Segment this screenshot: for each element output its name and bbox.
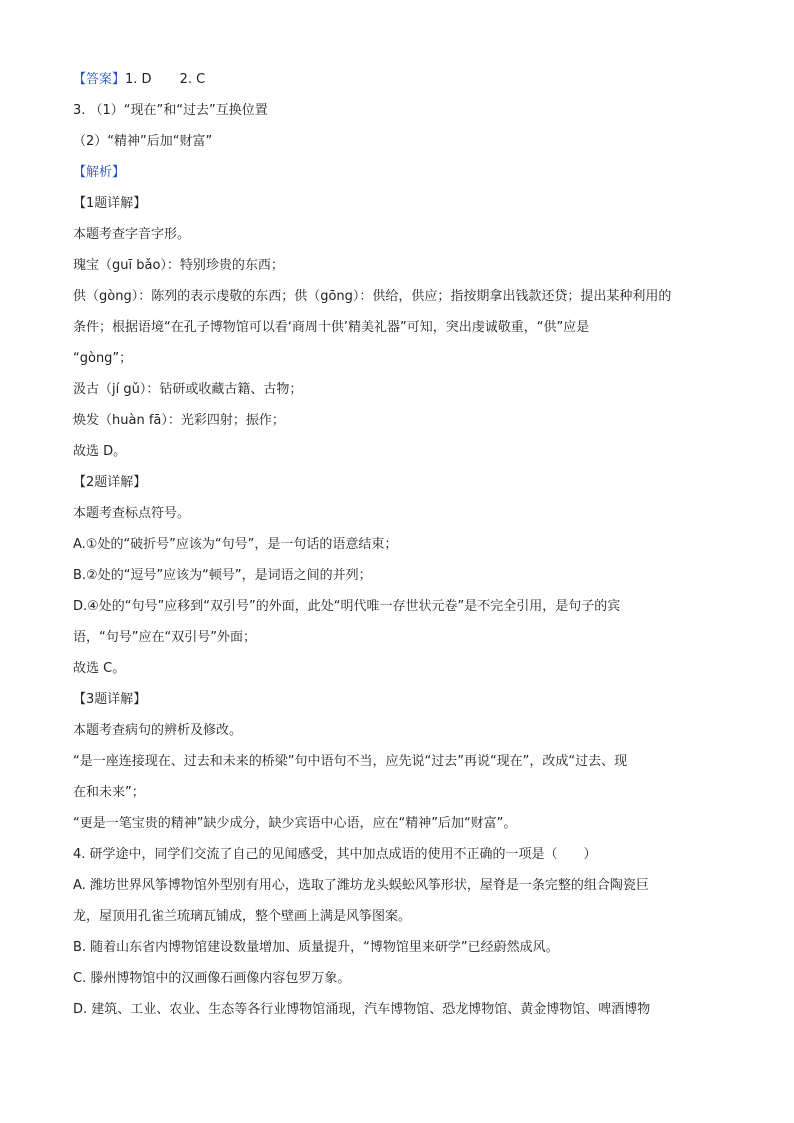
question4-option: 龙，屋顶用孔雀兰琉璃瓦铺成，整个壁画上满是风筝图案。 xyxy=(73,909,412,924)
detail1-line: 本题考查字音字形。 xyxy=(73,227,191,242)
detail1-line: 供（gòng）：陈列的表示虔敬的东西；供（gōng）：供给，供应；指按期拿出钱款还贷；提出某种利用的 xyxy=(73,289,672,304)
detail2-line: 故选 C。 xyxy=(73,661,126,676)
q3-answer-line-1: 3. （1）“现在”和“过去”互换位置 xyxy=(73,103,268,118)
detail3-line: 在和未来”； xyxy=(73,785,145,800)
detail2-title: 【2题详解】 xyxy=(73,475,147,490)
q3-answer-line-2: （2）“精神”后加“财富” xyxy=(73,134,213,149)
question4-option: A. 潍坊世界风筝博物馆外型别有用心，选取了潍坊龙头蜈蚣风筝形状，屋脊是一条完整的组合陶瓷巨 xyxy=(73,878,649,893)
question4-stem: 4. 研学途中，同学们交流了自己的见闻感受，其中加点成语的使用不正确的一项是（ ） xyxy=(73,847,597,862)
detail3-line: “更是一笔宝贵的精神”缺少成分，缺少宾语中心语，应在“精神”后加“财富”。 xyxy=(73,816,517,831)
detail1-line: 故选 D。 xyxy=(73,444,127,459)
detail1-line: 条件；根据语境“在孔子博物馆可以看‘商周十供’精美礼器”可知，突出虔诚敬重，“供”应是 xyxy=(73,320,590,335)
detail2-line: 本题考查标点符号。 xyxy=(73,506,191,521)
answer-2: 2. C xyxy=(179,72,206,87)
question4-option: D. 建筑、工业、农业、生态等各行业博物馆涌现，汽车博物馆、恐龙博物馆、黄金博物馆、啤酒博物 xyxy=(73,1002,651,1017)
detail1-line: “gòng”； xyxy=(73,351,133,366)
detail2-line: B.②处的“逗号”应该为“顿号”，是词语之间的并列； xyxy=(73,568,372,583)
detail3-line: 本题考查病句的辨析及修改。 xyxy=(73,723,243,738)
detail2-line: D.④处的“句号”应移到“双引号”的外面，此处“明代唯一存世状元卷”是不完全引用，是句子的宾 xyxy=(73,599,621,614)
detail1-title: 【1题详解】 xyxy=(73,196,147,211)
detail1-line: 焕发（huàn fā）：光彩四射；振作； xyxy=(73,413,285,428)
answer-label: 【答案】 xyxy=(73,72,126,87)
detail2-line: A.①处的“破折号”应该为“句号”，是一句话的语意结束； xyxy=(73,537,398,552)
detail3-line: “是一座连接现在、过去和未来的桥梁”句中语句不当，应先说“过去”再说“现在”，改成“过去、现 xyxy=(73,754,628,769)
detail1-line: 汲古（jí gǔ）：钻研或收藏古籍、古物； xyxy=(73,382,303,397)
question4-option: C. 滕州博物馆中的汉画像石画像内容包罗万象。 xyxy=(73,971,351,986)
detail3-title: 【3题详解】 xyxy=(73,692,147,707)
answer-1: 1. D xyxy=(125,72,152,87)
answer-line xyxy=(73,64,723,95)
detail1-line: 瑰宝（guī bǎo）：特别珍贵的东西； xyxy=(73,258,284,273)
question4-option: B. 随着山东省内博物馆建设数量增加、质量提升，“博物馆里来研学”已经蔚然成风。 xyxy=(73,940,559,955)
detail2-line: 语，“句号”应在“双引号”外面； xyxy=(73,630,256,645)
analysis-label: 【解析】 xyxy=(73,165,126,180)
document-content xyxy=(73,64,723,1025)
